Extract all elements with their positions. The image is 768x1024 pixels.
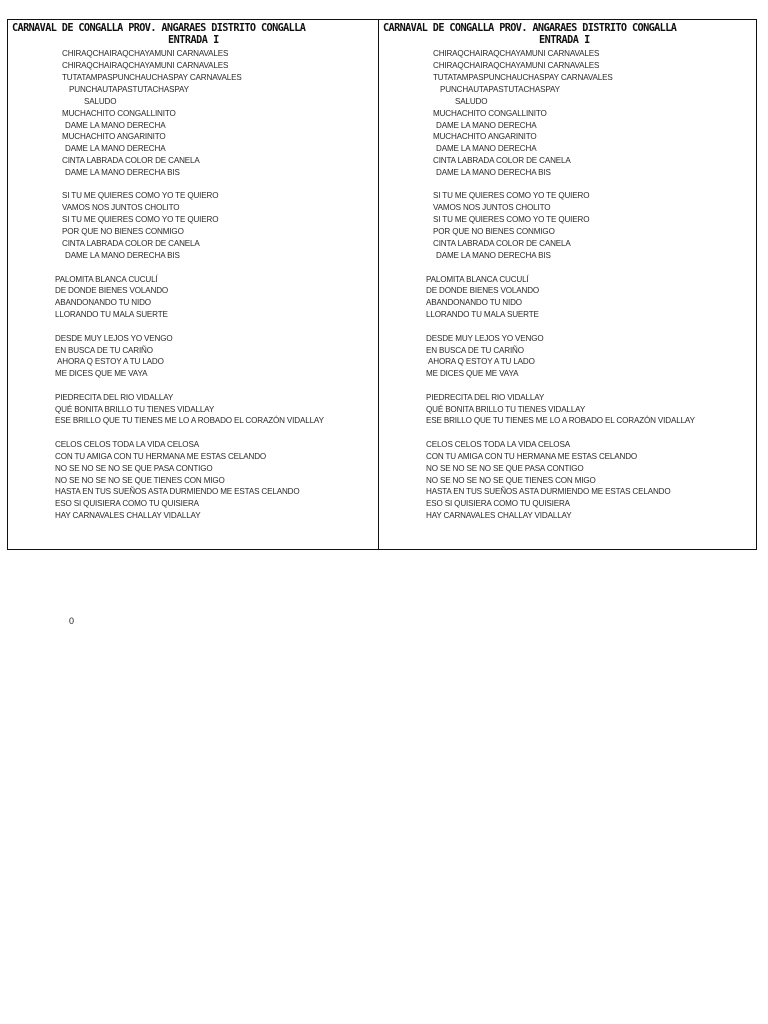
lyric-line: CHIRAQCHAIRAQCHAYAMUNI CARNAVALES xyxy=(433,49,600,58)
lyric-line: CON TU AMIGA CON TU HERMANA ME ESTAS CELANDO xyxy=(426,452,638,461)
lyric-line: MUCHACHITO ANGARINITO xyxy=(433,132,537,141)
lyric-line: CINTA LABRADA COLOR DE CANELA xyxy=(62,239,200,248)
page-title: CARNAVAL DE CONGALLA PROV. ANGARAES DISTRITO CONGALLA xyxy=(12,23,306,34)
lyric-line: SI TU ME QUIERES COMO YO TE QUIERO xyxy=(433,191,590,200)
lyric-line: SALUDO xyxy=(455,97,488,106)
lyric-line: NO SE NO SE NO SE QUE PASA CONTIGO xyxy=(426,464,584,473)
page-subtitle: ENTRADA I xyxy=(539,35,590,46)
lyric-line: ESO SI QUISIERA COMO TU QUISIERA xyxy=(55,499,199,508)
lyric-line: AHORA Q ESTOY A TU LADO xyxy=(57,357,164,366)
lyric-line: ESE BRILLO QUE TU TIENES ME LO A ROBADO EL CORAZÓN VIDALLAY xyxy=(426,416,695,425)
lyric-line: AHORA Q ESTOY A TU LADO xyxy=(428,357,535,366)
lyric-line: DE DONDE BIENES VOLANDO xyxy=(426,286,540,295)
lyric-line: DAME LA MANO DERECHA xyxy=(65,144,166,153)
lyric-line: ABANDONANDO TU NIDO xyxy=(55,298,151,307)
left-column xyxy=(8,20,379,549)
lyric-line: DESDE MUY LEJOS YO VENGO xyxy=(55,334,173,343)
lyric-line: DAME LA MANO DERECHA BIS xyxy=(436,168,551,177)
lyric-line: CINTA LABRADA COLOR DE CANELA xyxy=(62,156,200,165)
lyric-line: CELOS CELOS TODA LA VIDA CELOSA xyxy=(55,440,199,449)
lyric-line: VAMOS NOS JUNTOS CHOLITO xyxy=(433,203,551,212)
lyric-line: TUTATAMPASPUNCHAUCHASPAY CARNAVALES xyxy=(433,73,613,82)
lyric-line: ABANDONANDO TU NIDO xyxy=(426,298,522,307)
lyric-line: MUCHACHITO ANGARINITO xyxy=(62,132,166,141)
lyric-line: DE DONDE BIENES VOLANDO xyxy=(55,286,169,295)
lyric-line: LLORANDO TU MALA SUERTE xyxy=(55,310,168,319)
lyric-line: LLORANDO TU MALA SUERTE xyxy=(426,310,539,319)
lyric-line: POR QUE NO BIENES CONMIGO xyxy=(433,227,555,236)
lyric-line: DESDE MUY LEJOS YO VENGO xyxy=(426,334,544,343)
lyric-line: SALUDO xyxy=(84,97,117,106)
lyric-line: PALOMITA BLANCA CUCULÍ xyxy=(55,275,158,284)
lyric-line: SI TU ME QUIERES COMO YO TE QUIERO xyxy=(62,191,219,200)
lyric-line: CINTA LABRADA COLOR DE CANELA xyxy=(433,156,571,165)
lyric-line: NO SE NO SE NO SE QUE TIENES CON MIGO xyxy=(426,476,596,485)
lyric-line: TUTATAMPASPUNCHAUCHASPAY CARNAVALES xyxy=(62,73,242,82)
lyric-line: HASTA EN TUS SUEÑOS ASTA DURMIENDO ME ESTAS CELANDO xyxy=(426,487,671,496)
lyric-line: POR QUE NO BIENES CONMIGO xyxy=(62,227,184,236)
lyric-line: SI TU ME QUIERES COMO YO TE QUIERO xyxy=(433,215,590,224)
lyric-line: ME DICES QUE ME VAYA xyxy=(426,369,519,378)
lyric-line: PALOMITA BLANCA CUCULÍ xyxy=(426,275,529,284)
lyric-line: NO SE NO SE NO SE QUE TIENES CON MIGO xyxy=(55,476,225,485)
lyric-line: DAME LA MANO DERECHA xyxy=(436,144,537,153)
lyric-line: DAME LA MANO DERECHA BIS xyxy=(65,168,180,177)
lyric-line: ESE BRILLO QUE TU TIENES ME LO A ROBADO EL CORAZÓN VIDALLAY xyxy=(55,416,324,425)
song-sheet xyxy=(7,19,757,550)
lyric-line: ME DICES QUE ME VAYA xyxy=(55,369,148,378)
lyric-line: CHIRAQCHAIRAQCHAYAMUNI CARNAVALES xyxy=(433,61,600,70)
lyric-line: DAME LA MANO DERECHA xyxy=(436,121,537,130)
lyric-line: DAME LA MANO DERECHA xyxy=(65,121,166,130)
lyric-line: DAME LA MANO DERECHA BIS xyxy=(436,251,551,260)
lyric-line: QUÉ BONITA BRILLO TU TIENES VIDALLAY xyxy=(55,405,215,414)
lyric-line: SI TU ME QUIERES COMO YO TE QUIERO xyxy=(62,215,219,224)
page-subtitle: ENTRADA I xyxy=(168,35,219,46)
page-mark: 0 xyxy=(69,616,75,626)
lyric-line: PUNCHAUTAPASTUTACHASPAY xyxy=(440,85,560,94)
lyric-line: VAMOS NOS JUNTOS CHOLITO xyxy=(62,203,180,212)
lyric-line: EN BUSCA DE TU CARIÑO xyxy=(426,346,524,355)
page-title: CARNAVAL DE CONGALLA PROV. ANGARAES DISTRITO CONGALLA xyxy=(383,23,677,34)
lyric-line: HASTA EN TUS SUEÑOS ASTA DURMIENDO ME ESTAS CELANDO xyxy=(55,487,300,496)
lyric-line: MUCHACHITO CONGALLINITO xyxy=(433,109,547,118)
lyric-line: CHIRAQCHAIRAQCHAYAMUNI CARNAVALES xyxy=(62,61,229,70)
lyric-line: NO SE NO SE NO SE QUE PASA CONTIGO xyxy=(55,464,213,473)
lyric-line: MUCHACHITO CONGALLINITO xyxy=(62,109,176,118)
lyric-line: HAY CARNAVALES CHALLAY VIDALLAY xyxy=(55,511,201,520)
lyric-line: DAME LA MANO DERECHA BIS xyxy=(65,251,180,260)
lyric-line: PIEDRECITA DEL RIO VIDALLAY xyxy=(426,393,545,402)
lyric-line: QUÉ BONITA BRILLO TU TIENES VIDALLAY xyxy=(426,405,586,414)
lyric-line: CON TU AMIGA CON TU HERMANA ME ESTAS CELANDO xyxy=(55,452,267,461)
lyric-line: CELOS CELOS TODA LA VIDA CELOSA xyxy=(426,440,570,449)
lyric-line: CINTA LABRADA COLOR DE CANELA xyxy=(433,239,571,248)
lyric-line: HAY CARNAVALES CHALLAY VIDALLAY xyxy=(426,511,572,520)
lyric-line: PUNCHAUTAPASTUTACHASPAY xyxy=(69,85,189,94)
lyric-line: CHIRAQCHAIRAQCHAYAMUNI CARNAVALES xyxy=(62,49,229,58)
lyric-line: PIEDRECITA DEL RIO VIDALLAY xyxy=(55,393,174,402)
lyric-line: ESO SI QUISIERA COMO TU QUISIERA xyxy=(426,499,570,508)
right-column xyxy=(379,20,756,549)
lyric-line: EN BUSCA DE TU CARIÑO xyxy=(55,346,153,355)
